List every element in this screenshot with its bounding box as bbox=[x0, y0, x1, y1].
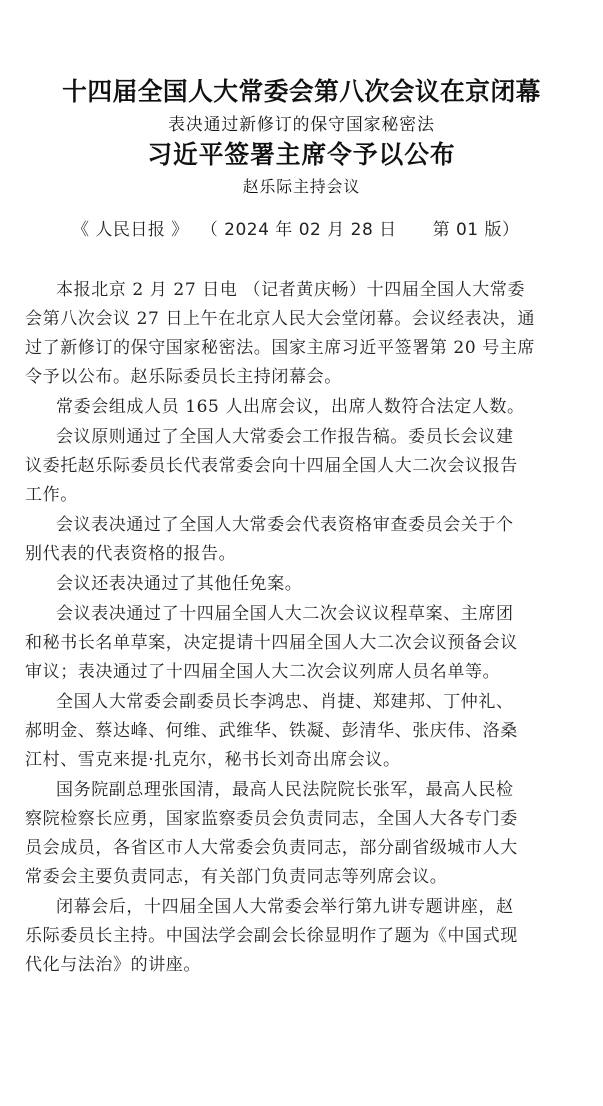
paragraph-line: 会第八次会议 27 日上午在北京人民大会堂闭幕。会议经表决，通 bbox=[25, 309, 536, 329]
article-paragraph bbox=[25, 893, 581, 980]
paragraph-line: 察院检察长应勇，国家监察委员会负责同志，全国人大各专门委 bbox=[25, 809, 518, 829]
paragraph-line: 国务院副总理张国清，最高人民法院院长张军，最高人民检 bbox=[56, 780, 514, 800]
paragraph-line: 会议原则通过了全国人大常委会工作报告稿。委员长会议建 bbox=[56, 427, 514, 447]
article-paragraph bbox=[55, 570, 581, 599]
paragraph-line: 郝明金、蔡达峰、何维、武维华、铁凝、彭清华、张庆伟、洛桑 bbox=[25, 721, 518, 741]
paragraph-line: 全国人大常委会副委员长李鸿忠、肖捷、郑建邦、丁仲礼、 bbox=[56, 692, 514, 712]
source-date: （ 2024 年 02 月 28 日 bbox=[200, 220, 397, 240]
paragraph-line: 闭幕会后，十四届全国人大常委会举行第九讲专题讲座，赵 bbox=[56, 897, 514, 917]
paragraph-line: 会议还表决通过了其他任免案。 bbox=[56, 574, 303, 594]
paragraph-line: 会议表决通过了全国人大常委会代表资格审查委员会关于个 bbox=[56, 515, 514, 535]
paragraph-line: 审议；表决通过了十四届全国人大二次会议列席人员名单等。 bbox=[25, 662, 501, 682]
headline-byline: 赵乐际主持会议 bbox=[242, 177, 361, 196]
headline-main: 十四届全国人大常委会第八次会议在京闭幕 bbox=[62, 77, 541, 106]
paragraph-line: 议委托赵乐际委员长代表常委会向十四届全国人大二次会议报告 bbox=[25, 456, 518, 476]
paragraph-line: 别代表的代表资格的报告。 bbox=[25, 544, 237, 564]
paragraph-line: 令予以公布。赵乐际委员长主持闭幕会。 bbox=[25, 367, 342, 387]
paragraph-line: 常委会主要负责同志，有关部门负责同志等列席会议。 bbox=[25, 867, 448, 887]
article-paragraph bbox=[25, 511, 581, 569]
article-paragraph bbox=[25, 688, 581, 775]
source-line bbox=[72, 215, 520, 240]
article-body bbox=[25, 276, 581, 980]
paragraph-line: 代化与法治》的讲座。 bbox=[25, 955, 201, 975]
paragraph-line: 过了新修订的保守国家秘密法。国家主席习近平签署第 20 号主席 bbox=[25, 338, 536, 358]
paragraph-line: 本报北京 2 月 27 日电 （记者黄庆畅）十四届全国人大常委 bbox=[56, 280, 526, 300]
paragraph-line: 和秘书长名单草案，决定提请十四届全国人大二次会议预备会议 bbox=[25, 633, 518, 653]
article-paragraph bbox=[25, 423, 581, 510]
headline-subtitle: 表决通过新修订的保守国家秘密法 bbox=[168, 115, 435, 135]
paragraph-line: 江村、雪克来提·扎克尔，秘书长刘奇出席会议。 bbox=[25, 750, 401, 770]
article-paragraph bbox=[25, 600, 581, 687]
article-paragraph bbox=[25, 276, 581, 392]
source-publication: 《 人民日报 》 bbox=[72, 220, 189, 240]
headline-secondary: 习近平签署主席令予以公布 bbox=[147, 140, 456, 169]
paragraph-line: 常委会组成人员 165 人出席会议，出席人数符合法定人数。 bbox=[56, 397, 525, 417]
paragraph-line: 工作。 bbox=[25, 485, 78, 505]
article-paragraph bbox=[55, 393, 581, 422]
paragraph-line: 员会成员，各省区市人大常委会负责同志，部分副省级城市人大 bbox=[25, 838, 518, 858]
source-edition: 第 01 版） bbox=[432, 220, 520, 240]
paragraph-line: 乐际委员长主持。中国法学会副会长徐显明作了题为《中国式现 bbox=[25, 926, 518, 946]
paragraph-line: 会议表决通过了十四届全国人大二次会议议程草案、主席团 bbox=[56, 604, 514, 624]
article-paragraph bbox=[25, 776, 581, 892]
